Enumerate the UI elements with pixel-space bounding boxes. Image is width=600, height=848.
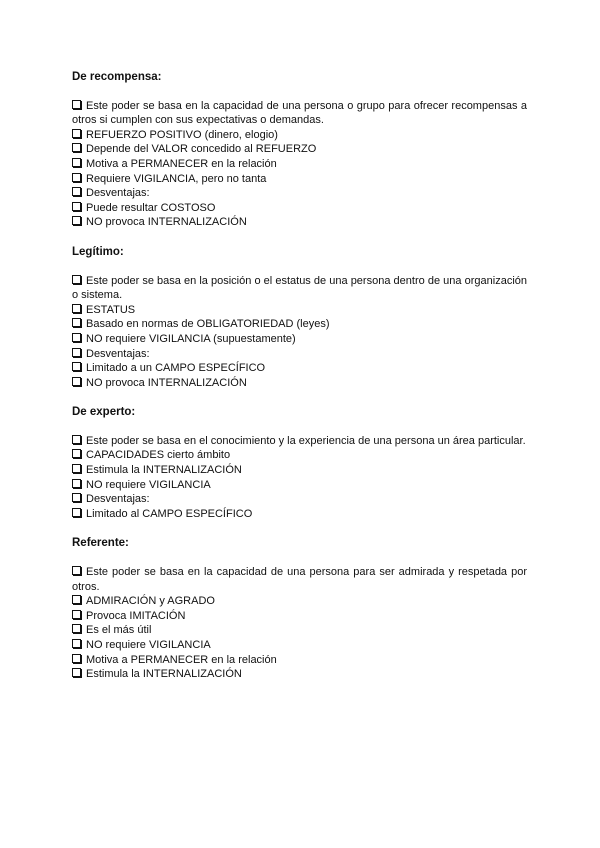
list-item-text: CAPACIDADES cierto ámbito <box>86 449 231 462</box>
list-item-text: Depende del VALOR concedido al REFUERZO <box>86 143 317 156</box>
list-item <box>72 448 527 463</box>
checkbox-bullet-icon <box>72 129 81 138</box>
section-experto <box>72 405 527 521</box>
list-item <box>72 215 527 230</box>
checkbox-bullet-icon <box>72 216 81 225</box>
list-item-text: Motiva a PERMANECER en la relación <box>86 157 277 170</box>
document-page <box>72 70 527 682</box>
list-item-text: Requiere VIGILANCIA, pero no tanta <box>86 172 267 185</box>
checkbox-bullet-icon <box>72 348 81 357</box>
list-item-text: Estimula la INTERNALIZACIÓN <box>86 668 242 681</box>
section-heading: Referente: <box>72 537 129 550</box>
list-item <box>72 492 527 507</box>
list-item <box>72 303 527 318</box>
list-item <box>72 128 527 143</box>
list-item <box>72 478 527 493</box>
section-description <box>72 565 527 594</box>
description-text: Este poder se basa en la capacidad de una persona o grupo para ofrecer recompensas a otros si cumplen con sus expectativas o demandas. <box>72 99 527 127</box>
list-item <box>72 201 527 216</box>
checkbox-bullet-icon <box>72 566 81 575</box>
list-item-text: NO requiere VIGILANCIA (supuestamente) <box>86 332 296 345</box>
checkbox-bullet-icon <box>72 202 81 211</box>
list-item-text: NO provoca INTERNALIZACIÓN <box>86 216 247 229</box>
list-item-text: ADMIRACIÓN y AGRADO <box>86 595 215 608</box>
list-item <box>72 347 527 362</box>
section-legitimo <box>72 245 527 390</box>
list-item-text: Es el más útil <box>86 624 152 637</box>
list-item <box>72 142 527 157</box>
checkbox-bullet-icon <box>72 275 81 284</box>
list-item-text: NO requiere VIGILANCIA <box>86 478 211 491</box>
list-item <box>72 376 527 391</box>
list-item <box>72 361 527 376</box>
list-item-text: Limitado al CAMPO ESPECÍFICO <box>86 507 253 520</box>
checkbox-bullet-icon <box>72 333 81 342</box>
section-description <box>72 274 527 303</box>
description-text: Este poder se basa en la posición o el estatus de una persona dentro de una organización o sistema. <box>72 274 527 302</box>
list-item-text: Desventajas: <box>86 187 150 200</box>
list-item-text: Motiva a PERMANECER en la relación <box>86 653 277 666</box>
checkbox-bullet-icon <box>72 479 81 488</box>
checkbox-bullet-icon <box>72 187 81 196</box>
checkbox-bullet-icon <box>72 377 81 386</box>
checkbox-bullet-icon <box>72 595 81 604</box>
list-item <box>72 507 527 522</box>
list-item <box>72 463 527 478</box>
list-item <box>72 594 527 609</box>
list-item-text: Limitado a un CAMPO ESPECÍFICO <box>86 362 266 375</box>
description-text: Este poder se basa en el conocimiento y la experiencia de una persona un área particular. <box>86 434 526 447</box>
list-item <box>72 609 527 624</box>
checkbox-bullet-icon <box>72 464 81 473</box>
checkbox-bullet-icon <box>72 100 81 109</box>
checkbox-bullet-icon <box>72 158 81 167</box>
list-item <box>72 157 527 172</box>
checkbox-bullet-icon <box>72 493 81 502</box>
section-heading: De experto: <box>72 406 136 419</box>
section-spacer <box>72 521 527 536</box>
checkbox-bullet-icon <box>72 318 81 327</box>
checkbox-bullet-icon <box>72 449 81 458</box>
checkbox-bullet-icon <box>72 362 81 371</box>
list-item <box>72 667 527 682</box>
list-item <box>72 172 527 187</box>
checkbox-bullet-icon <box>72 610 81 619</box>
list-item <box>72 653 527 668</box>
checkbox-bullet-icon <box>72 639 81 648</box>
list-item-text: Desventajas: <box>86 347 150 360</box>
list-item-text: Provoca IMITACIÓN <box>86 609 186 622</box>
section-description <box>72 434 527 449</box>
list-item-text: Basado en normas de OBLIGATORIEDAD (leyes) <box>86 318 330 331</box>
list-item-text: Desventajas: <box>86 493 150 506</box>
list-item-text: Estimula la INTERNALIZACIÓN <box>86 464 242 477</box>
list-item <box>72 186 527 201</box>
checkbox-bullet-icon <box>72 654 81 663</box>
list-item <box>72 332 527 347</box>
checkbox-bullet-icon <box>72 508 81 517</box>
section-description <box>72 99 527 128</box>
checkbox-bullet-icon <box>72 143 81 152</box>
list-item <box>72 638 527 653</box>
section-heading: De recompensa: <box>72 71 162 83</box>
checkbox-bullet-icon <box>72 624 81 633</box>
list-item <box>72 317 527 332</box>
checkbox-bullet-icon <box>72 304 81 313</box>
section-referente <box>72 536 527 681</box>
list-item-text: REFUERZO POSITIVO (dinero, elogio) <box>86 128 278 141</box>
section-spacer <box>72 390 527 405</box>
checkbox-bullet-icon <box>72 435 81 444</box>
list-item-text: NO requiere VIGILANCIA <box>86 639 211 651</box>
list-item-text: NO provoca INTERNALIZACIÓN <box>86 376 247 389</box>
section-recompensa <box>72 70 527 230</box>
description-text: Este poder se basa en la capacidad de una persona para ser admirada y respetada por otros. <box>72 566 527 593</box>
section-spacer <box>72 230 527 245</box>
list-item-text: ESTATUS <box>86 303 136 316</box>
checkbox-bullet-icon <box>72 173 81 182</box>
list-item-text: Puede resultar COSTOSO <box>86 201 216 214</box>
list-item <box>72 623 527 638</box>
section-heading: Legítimo: <box>72 245 124 258</box>
checkbox-bullet-icon <box>72 668 81 677</box>
